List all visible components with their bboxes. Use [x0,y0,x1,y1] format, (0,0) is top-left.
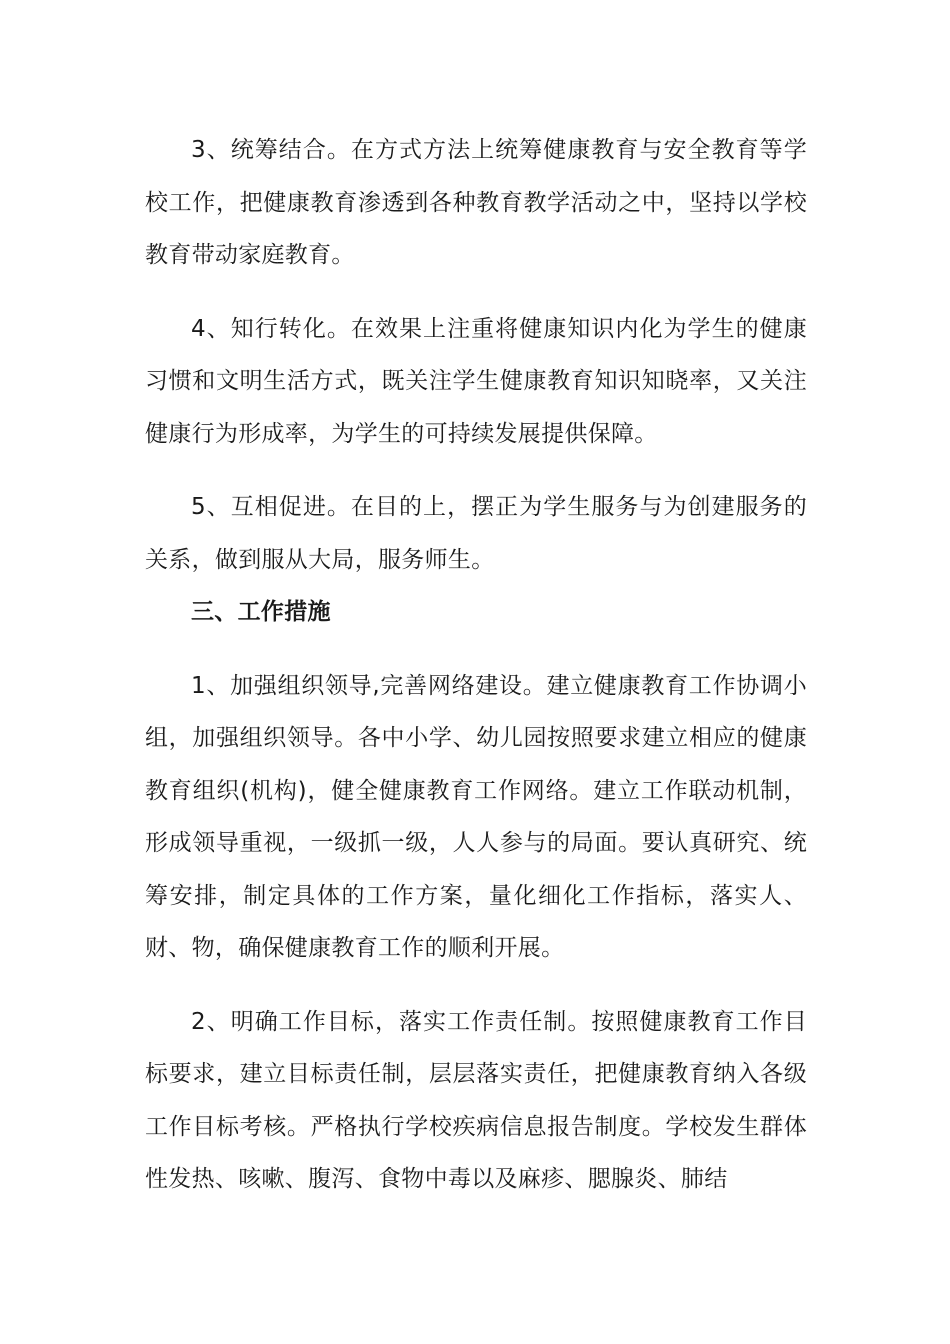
paragraph-principle-4: 4、知行转化。在效果上注重将健康知识内化为学生的健康习惯和文明生活方式，既关注学生健康教育知识知晓率，又关注健康行为形成率，为学生的可持续发展提供保障。 [145,315,807,447]
paragraph-principle-3: 3、统筹结合。在方式方法上统筹健康教育与安全教育等学校工作，把健康教育渗透到各种教育教学活动之中，坚持以学校教育带动家庭教育。 [145,137,807,268]
section-heading: 三、工作措施 [191,599,331,625]
document-body [145,124,807,1206]
paragraph-principle-5: 5、互相促进。在目的上，摆正为学生服务与为创建服务的关系，做到服从大局，服务师生。 [145,494,807,573]
paragraph-measure-2: 2、明确工作目标，落实工作责任制。按照健康教育工作目标要求，建立目标责任制，层层落实责任，把健康教育纳入各级工作目标考核。严格执行学校疾病信息报告制度。学校发生群体性发热、咳嗽、腹泻、食物中毒以及麻疹、腮腺炎、肺结 [145,1008,807,1192]
paragraph-measure-1: 1、加强组织领导,完善网络建设。建立健康教育工作协调小组，加强组织领导。各中小学、幼儿园按照要求建立相应的健康教育组织(机构)，健全健康教育工作网络。建立工作联动机制，形成领导重视，一级抓一级，人人参与的局面。要认真研究、统筹安排，制定具体的工作方案，量化细化工作指标，落实人、财、物，确保健康教育工作的顺利开展。 [145,672,807,961]
